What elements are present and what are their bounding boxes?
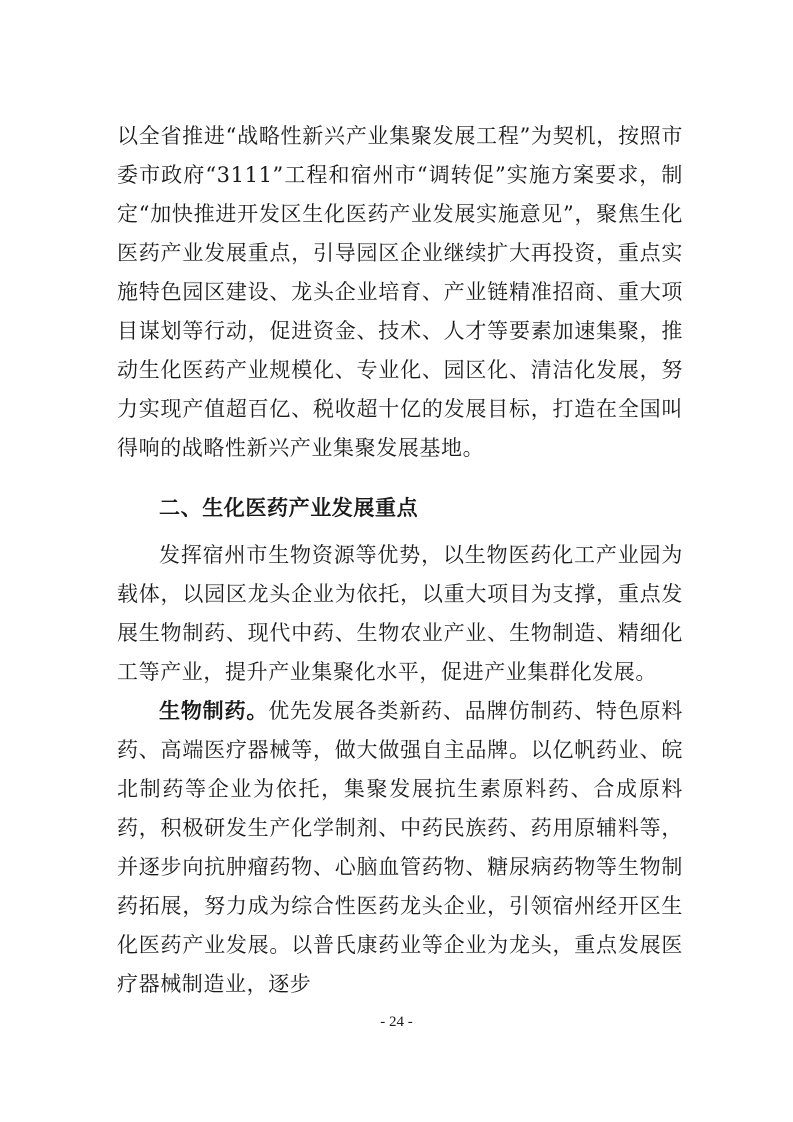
bio-pharma-body: 优先发展各类新药、品牌仿制药、特色原料药、高端医疗器械等，做大做强自主品牌。以亿帆药业、皖北制药等企业为依托，集聚发展抗生素原料药、合成原料药，积极研发生产化学制剂、中药民族药、药用原辅料等，并逐步向抗肿瘤药物、心脑血管药物、糖尿病药物等生物制药拓展，努力成为综合性医药龙头企业，引领宿州经开区生化医药产业发展。以普氏康药业等企业为龙头，重点发展医疗器械制造业，逐步 (117, 699, 683, 996)
page-number: - 24 - (380, 1014, 413, 1030)
section-body-paragraph: 发挥宿州市生物资源等优势，以生物医药化工产业园为载体，以园区龙头企业为依托，以重大项目为支撑，重点发展生物制药、现代中药、生物农业产业、生物制造、精细化工等产业，提升产业集聚化水平，促进产业集群化发展。 (117, 543, 683, 684)
intro-paragraph: 以全省推进“战略性新兴产业集聚发展工程”为契机，按照市委市政府“3111”工程和宿州市“调转促”实施方案要求，制定“加快推进开发区生化医药产业发展实施意见”，聚焦生化医药产业发展重点，引导园区企业继续扩大再投资，重点实施特色园区建设、龙头企业培育、产业链精准招商、重大项目谋划等行动，促进资金、技术、人才等要素加速集聚，推动生化医药产业规模化、专业化、园区化、清洁化发展，努力实现产值超百亿、税收超十亿的发展目标，打造在全国叫得响的战略性新兴产业集聚发展基地。 (117, 124, 683, 460)
bio-pharma-paragraph (117, 692, 683, 1004)
bio-pharma-lead: 生物制药。 (159, 699, 269, 723)
section-heading: 二、生化医药产业发展重点 (159, 496, 419, 520)
